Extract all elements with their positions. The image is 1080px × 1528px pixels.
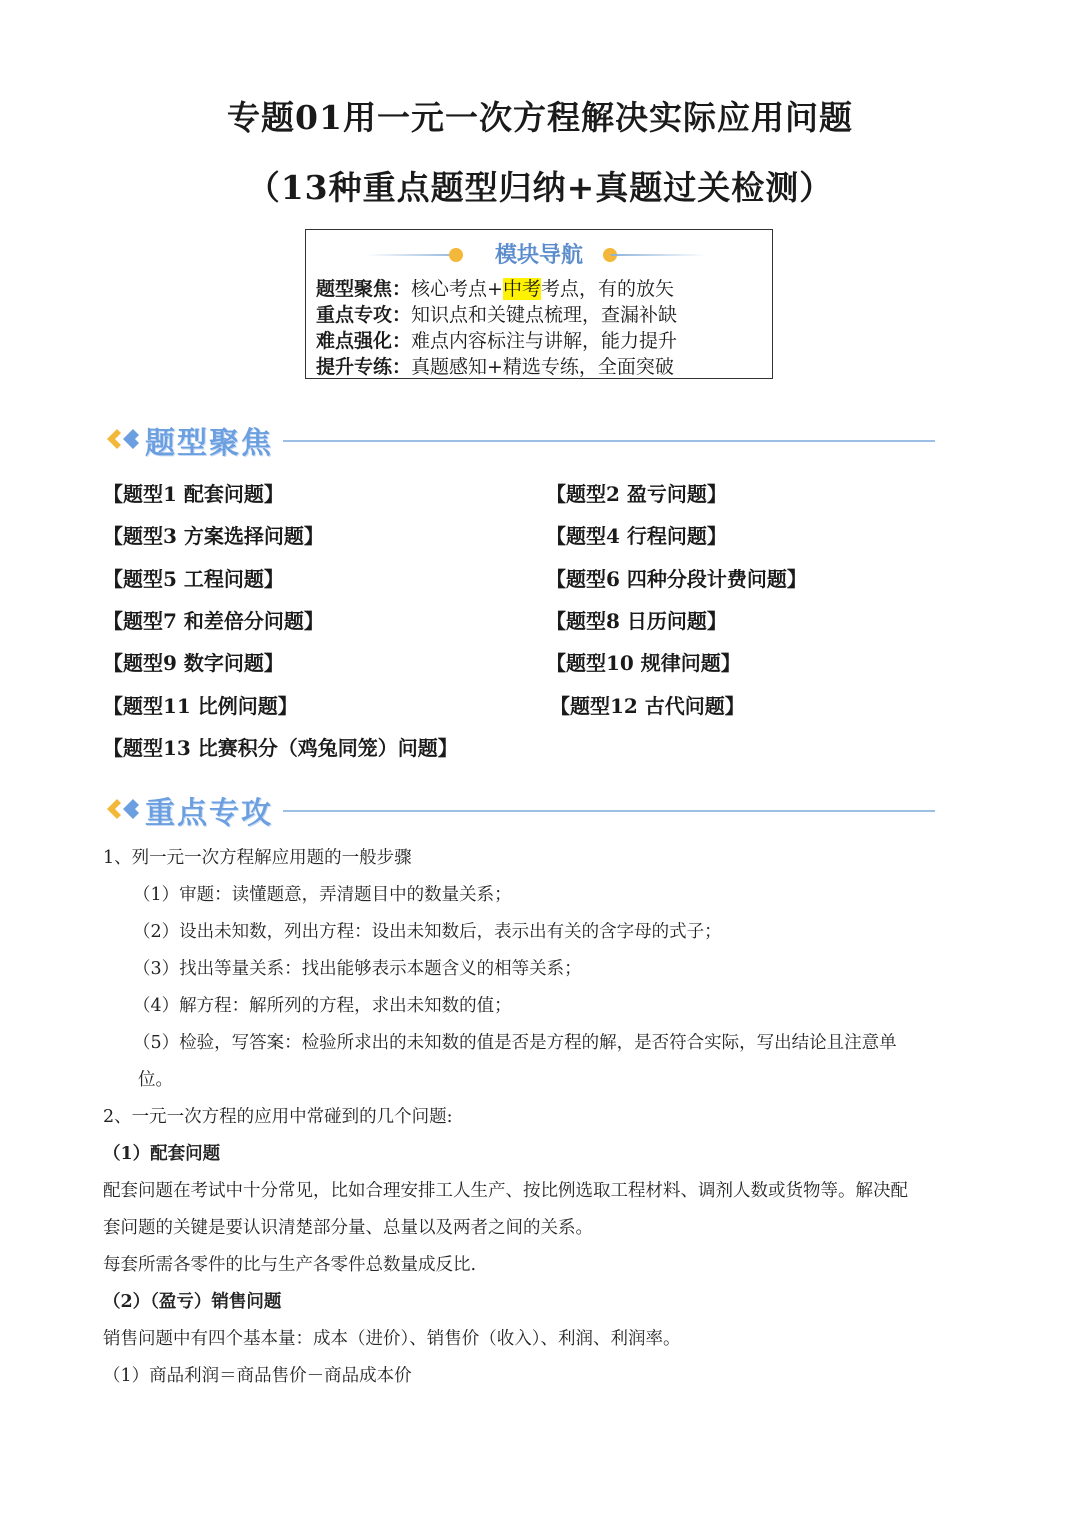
question-type-item: 【题型9 数字问题】 (103, 651, 284, 675)
question-type-item: 【题型6 四种分段计费问题】 (546, 567, 807, 591)
highlighted-text: 中考 (502, 278, 541, 300)
question-type-item: 【题型13 比赛积分（鸡兔同笼）问题】 (103, 736, 458, 760)
formula-item: （1）商品利润＝商品售价－商品成本价 (103, 1366, 412, 1386)
question-type-item: 【题型10 规律问题】 (546, 651, 741, 675)
nav-row-key: 提升专练： (316, 356, 412, 378)
nav-row-text-tail: 考点，有的放矢 (540, 278, 674, 300)
step-item: （1）审题：读懂题意，弄清题目中的数量关系； (133, 885, 512, 905)
page-subtitle: （13种重点题型归纳+真题过关检测） (246, 168, 834, 207)
nav-row-key: 难点强化： (316, 330, 412, 352)
double-chevron-icon (105, 796, 141, 822)
paragraph-heading: 2、一元一次方程的应用中常碰到的几个问题: (103, 1107, 453, 1127)
paragraph-text: 套问题的关键是要认识清楚部分量、总量以及两者之间的关系。 (103, 1218, 593, 1238)
paragraph-heading: 1、列一元一次方程解应用题的一般步骤 (103, 848, 412, 868)
question-type-item: 【题型12 古代问题】 (550, 694, 745, 718)
question-type-item: 【题型11 比例问题】 (103, 694, 298, 718)
question-type-item: 【题型8 日历问题】 (546, 609, 727, 633)
question-type-item: 【题型3 方案选择问题】 (103, 524, 324, 548)
question-type-item: 【题型7 和差倍分问题】 (103, 609, 324, 633)
section-header-key-points (105, 788, 935, 832)
nav-row (316, 276, 677, 302)
nav-row (316, 354, 677, 380)
nav-row (316, 328, 677, 354)
nav-row-text: 知识点和关键点梳理，查漏补缺 (411, 304, 678, 326)
subsection-heading: （1）配套问题 (103, 1144, 221, 1164)
module-navigation-header (306, 240, 772, 272)
page-title: 专题01用一元一次方程解决实际应用问题 (227, 98, 853, 137)
step-item: （2）设出未知数，列出方程：设出未知数后，表示出有关的含字母的式子； (133, 922, 722, 942)
section-title: 重点专攻 (145, 796, 273, 831)
nav-row-key: 题型聚焦： (316, 278, 412, 300)
double-chevron-icon (105, 426, 141, 452)
module-navigation-box (305, 229, 773, 379)
module-navigation-title: 模块导航 (494, 243, 583, 268)
question-type-item: 【题型4 行程问题】 (546, 524, 727, 548)
nav-row-key: 重点专攻： (316, 304, 412, 326)
question-type-item: 【题型2 盈亏问题】 (546, 482, 727, 506)
nav-row-text: 真题感知+精选专练，全面突破 (411, 356, 674, 378)
step-item: （4）解方程：解所列的方程，求出未知数的值； (133, 996, 512, 1016)
paragraph-text: 配套问题在考试中十分常见，比如合理安排工人生产、按比例选取工程材料、调剂人数或货物等。解决配 (103, 1181, 908, 1201)
paragraph-text: 销售问题中有四个基本量：成本（进价）、销售价（收入）、利润、利润率。 (103, 1329, 681, 1349)
question-type-item: 【题型5 工程问题】 (103, 567, 284, 591)
section-divider (283, 440, 935, 442)
section-header-question-types (105, 418, 935, 462)
step-item: （5）检验，写答案：检验所求出的未知数的值是否是方程的解，是否符合实际，写出结论且注意单 (133, 1033, 897, 1053)
section-title: 题型聚焦 (145, 426, 273, 461)
module-navigation-list (316, 276, 677, 380)
question-type-item: 【题型1 配套问题】 (103, 482, 284, 506)
step-item: （3）找出等量关系：找出能够表示本题含义的相等关系； (133, 959, 582, 979)
nav-row-text: 难点内容标注与讲解，能力提升 (411, 330, 678, 352)
nav-row (316, 302, 677, 328)
subsection-heading: （2）（盈亏）销售问题 (103, 1292, 282, 1312)
decorative-line-right (611, 254, 706, 256)
nav-row-text: 核心考点+ (411, 278, 503, 300)
section-divider (283, 810, 935, 812)
paragraph-text: 每套所需各零件的比与生产各零件总数量成反比. (103, 1255, 477, 1275)
step-item-continuation: 位。 (138, 1070, 173, 1090)
